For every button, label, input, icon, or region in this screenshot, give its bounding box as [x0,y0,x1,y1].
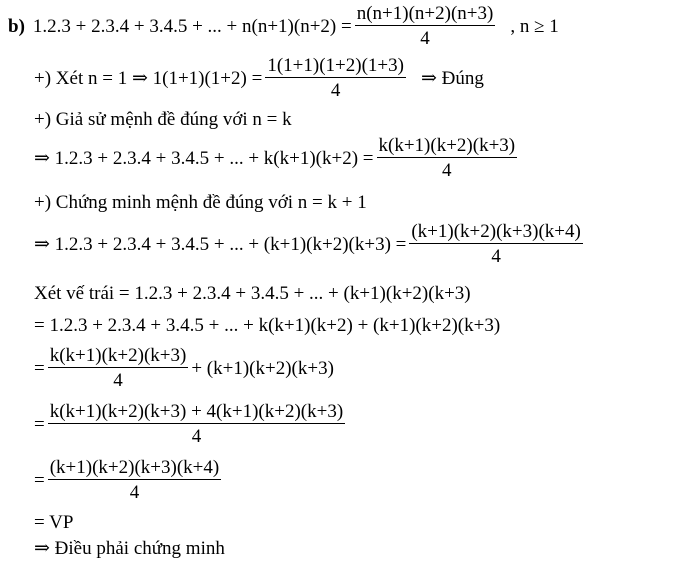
inductive-step-line [34,193,367,212]
base-case-line [34,56,484,100]
fraction-numerator: (k+1)(k+2)(k+3)(k+4) [411,221,581,242]
expansion-text: = 1.2.3 + 2.3.4 + 3.4.5 + ... + k(k+1)(k+2) + (k+1)(k+2)(k+3) [34,315,501,336]
fraction-numerator: k(k+1)(k+2)(k+3) + 4(k+1)(k+2)(k+3) [49,401,344,422]
base-case-result: ⇒ Đúng [420,67,484,89]
left-side-text: Xét vế trái = 1.2.3 + 2.3.4 + 3.4.5 + ... + (k+1)(k+2)(k+3) [34,283,471,304]
fraction-denominator: 4 [442,160,452,181]
fraction-denominator: 4 [113,370,123,391]
fraction-denominator: 4 [330,80,341,101]
target-lhs: ⇒ 1.2.3 + 2.3.4 + 3.4.5 + ... + (k+1)(k+2)(k+3) = [34,233,407,255]
statement-condition: , n ≥ 1 [510,15,559,37]
substitution-eq: = [34,357,45,379]
fraction-denominator: 4 [420,28,430,49]
fraction-denominator: 4 [129,482,140,503]
fraction-denominator: 4 [491,246,501,267]
problem-statement [8,4,559,48]
conclusion-text: ⇒ Điều phải chứng minh [34,538,225,559]
base-case-lhs: +) Xét n = 1 ⇒ 1(1+1)(1+2) = [34,67,263,89]
target-fraction [409,222,582,266]
inductive-step-text: +) Chứng minh mệnh đề đúng với n = k + 1 [34,192,367,213]
hypothesis-text: +) Giả sử mệnh đề đúng với n = k [34,109,292,130]
fraction-numerator: (k+1)(k+2)(k+3)(k+4) [49,457,220,478]
part-label: b) [8,15,25,37]
statement-lhs: 1.2.3 + 2.3.4 + 3.4.5 + ... + n(n+1)(n+2) = [32,15,352,37]
base-case-fraction [265,56,406,100]
hypothesis-line [34,110,292,129]
hypothesis-fraction [377,136,518,180]
fraction-numerator: n(n+1)(n+2)(n+3) [356,3,494,24]
left-side-line [34,284,471,303]
combined-eq: = [34,413,45,435]
factored-fraction [48,458,221,502]
factored-line [34,458,224,502]
fraction-numerator: 1(1+1)(1+2)(1+3) [267,55,404,76]
equals-vp-line [34,513,73,532]
substitution-line [34,346,334,390]
substitution-tail: + (k+1)(k+2)(k+3) [191,357,334,379]
target-formula-line [34,222,586,266]
fraction-numerator: k(k+1)(k+2)(k+3) [378,135,516,156]
statement-fraction [355,4,496,48]
combined-line [34,402,348,446]
fraction-denominator: 4 [191,426,202,447]
substitution-fraction [48,346,189,390]
fraction-numerator: k(k+1)(k+2)(k+3) [49,345,187,366]
expansion-line [34,316,500,335]
hypothesis-formula-line [34,136,520,180]
combined-fraction [48,402,345,446]
hypothesis-lhs: ⇒ 1.2.3 + 2.3.4 + 3.4.5 + ... + k(k+1)(k+2) = [34,147,374,169]
conclusion-line [34,539,225,558]
equals-vp-text: = VP [34,512,74,533]
factored-eq: = [34,469,45,491]
